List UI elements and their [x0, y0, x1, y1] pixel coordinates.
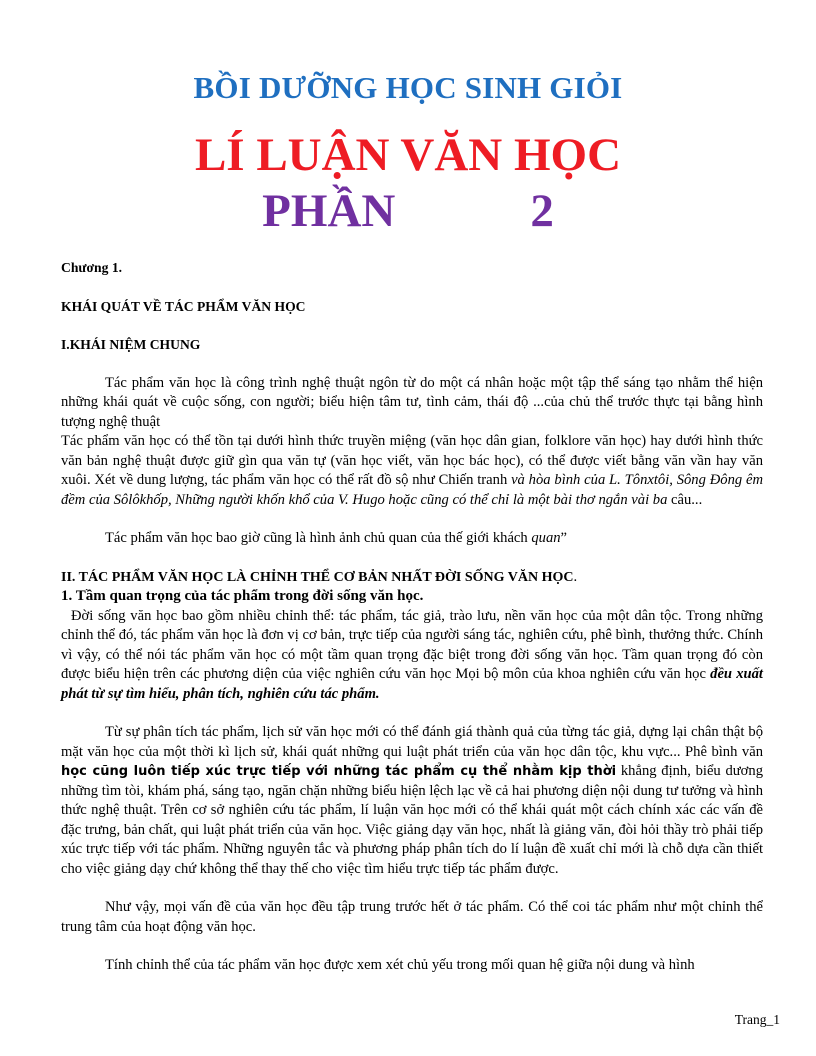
paragraph-forms-examples: và hòa bình của L. Tônxtôi, Sông Đông êm đềm của Sôlôkhốp, Những người khốn khổ của V. Hugo hoặc cũng có thể chỉ là một bài thơ ngắn vài ba	[61, 472, 764, 508]
paragraph-analysis-bold: học cũng luôn tiếp xúc trực tiếp với những tác phẩm cụ thể nhằm kịp thời	[61, 764, 617, 779]
paragraph-importance-emphasis: đều xuất phát từ sự tìm hiểu, phân tích, nghiên cứu tác phẩm.	[61, 666, 763, 702]
chapter-title: KHÁI QUÁT VỀ TÁC PHẨM VĂN HỌC	[61, 298, 306, 314]
document-title-line1: BỒI DƯỠNG HỌC SINH GIỎI	[193, 70, 623, 105]
paragraph-analysis-text-b: khẳng định, biểu dương những tìm tòi, khám phá, sáng tạo, ngăn chặn những biểu hiện lệch lạc về cả hai phương diện nội dung tư tưởng và hình thức nghệ thuật. Trên cơ sở nghiên cứu tác phẩm, lí luận văn học mới có thể khái quát một cách chính xác các vấn đề đặc trưng, bản chất, qui luật phát triển của văn học. Việc giảng dạy văn học, nhất là giảng văn, đòi hỏi thầy trò phải tiếp xúc trực tiếp với tác phẩm. Những nguyên tắc và phương pháp phân tích do lí luận đề xuất chỉ mới là chỗ dựa cần thiết cho việc giảng dạy chứ không thể thay thế cho việc tìm hiểu trực tiếp tác phẩm được.	[61, 763, 763, 877]
paragraph-wholeness: Tính chỉnh thể của tác phẩm văn học được xem xét chủ yếu trong mối quan hệ giữa nội dung và hình	[105, 957, 695, 973]
paragraph-forms-text: Tác phẩm văn học có thể tồn tại dưới hình thức truyền miệng (văn học dân gian, folklore văn học) hay dưới hình thức văn bản nghệ thuật được giữ gìn qua văn tự (văn học viết, văn học bác học), có thể được viết bằng văn vần hay văn xuôi. Xét về dung lượng, tác phẩm văn học có thể rất đồ sộ như Chiến tranh	[61, 433, 763, 488]
document-title-line3: PHẦN 2	[262, 185, 554, 237]
paragraph-importance-text: Đời sống văn học bao gồm nhiều chỉnh thể: tác phẩm, tác giả, trào lưu, nền văn học của một dân tộc. Trong những chỉnh thể đó, tác phẩm văn học là đơn vị cơ bản, trực tiếp của người sáng tác, nghiên cứu, phê bình, thưởng thức. Chính vì vậy, có thể nói tác phẩm văn học có một tầm quan trọng đặc biệt trong đời sống văn học. Tầm quan trọng đó còn được biểu hiện trên các phương diện của việc nghiên cứu văn học Mọi bộ môn của khoa nghiên cứu văn học	[61, 607, 763, 682]
section2-heading	[61, 568, 763, 588]
page-number: Trang_1	[734, 1012, 780, 1027]
paragraph-subjective-image	[61, 529, 763, 549]
document-title-line2: LÍ LUẬN VĂN HỌC	[194, 129, 622, 181]
paragraph-subjective-text: Tác phẩm văn học bao giờ cũng là hình ảnh chủ quan của thế giới khách	[105, 530, 532, 546]
paragraph-subjective-italic: quan	[531, 530, 561, 546]
document-body	[61, 258, 763, 976]
paragraph-conclusion: Như vậy, mọi vấn đề của văn học đều tập trung trước hết ở tác phẩm. Có thể coi tác phẩm như một chỉnh thể trung tâm của hoạt động văn học.	[61, 899, 763, 935]
paragraph-analysis	[61, 723, 763, 879]
section1-heading: I.KHÁI NIỆM CHUNG	[61, 337, 201, 352]
paragraph-analysis-text-a: Từ sự phân tích tác phẩm, lịch sử văn học mới có thể đánh giá thành quả của từng tác giả, dựng lại chân thật bộ mặt văn học của một thời kì lịch sử, khái quát những qui luật phát triển của văn học dân tộc, khu vực... Phê bình văn	[61, 724, 763, 760]
paragraph-subjective-quote: ”	[560, 530, 568, 546]
section2-heading-text: II. TÁC PHẨM VĂN HỌC LÀ CHỈNH THỂ CƠ BẢN NHẤT ĐỜI SỐNG VĂN HỌC	[61, 569, 574, 585]
paragraph-definition: Tác phẩm văn học là công trình nghệ thuật ngôn từ do một cá nhân hoặc một tập thể sáng tạo nhằm thể hiện những khái quát về cuộc sống, con người; biểu hiện tâm tư, tình cảm, thái độ ...của chủ thể trước thực tại bằng hình tượng nghệ thuật	[61, 374, 763, 430]
chapter-label: Chương 1.	[61, 260, 123, 275]
subsection1-heading: 1. Tầm quan trọng của tác phẩm trong đời sống văn học.	[61, 588, 424, 604]
paragraph-importance	[61, 607, 763, 705]
paragraph-forms-end: câu...	[667, 491, 703, 508]
section2-heading-period: .	[573, 568, 578, 585]
paragraph-forms	[61, 432, 763, 510]
